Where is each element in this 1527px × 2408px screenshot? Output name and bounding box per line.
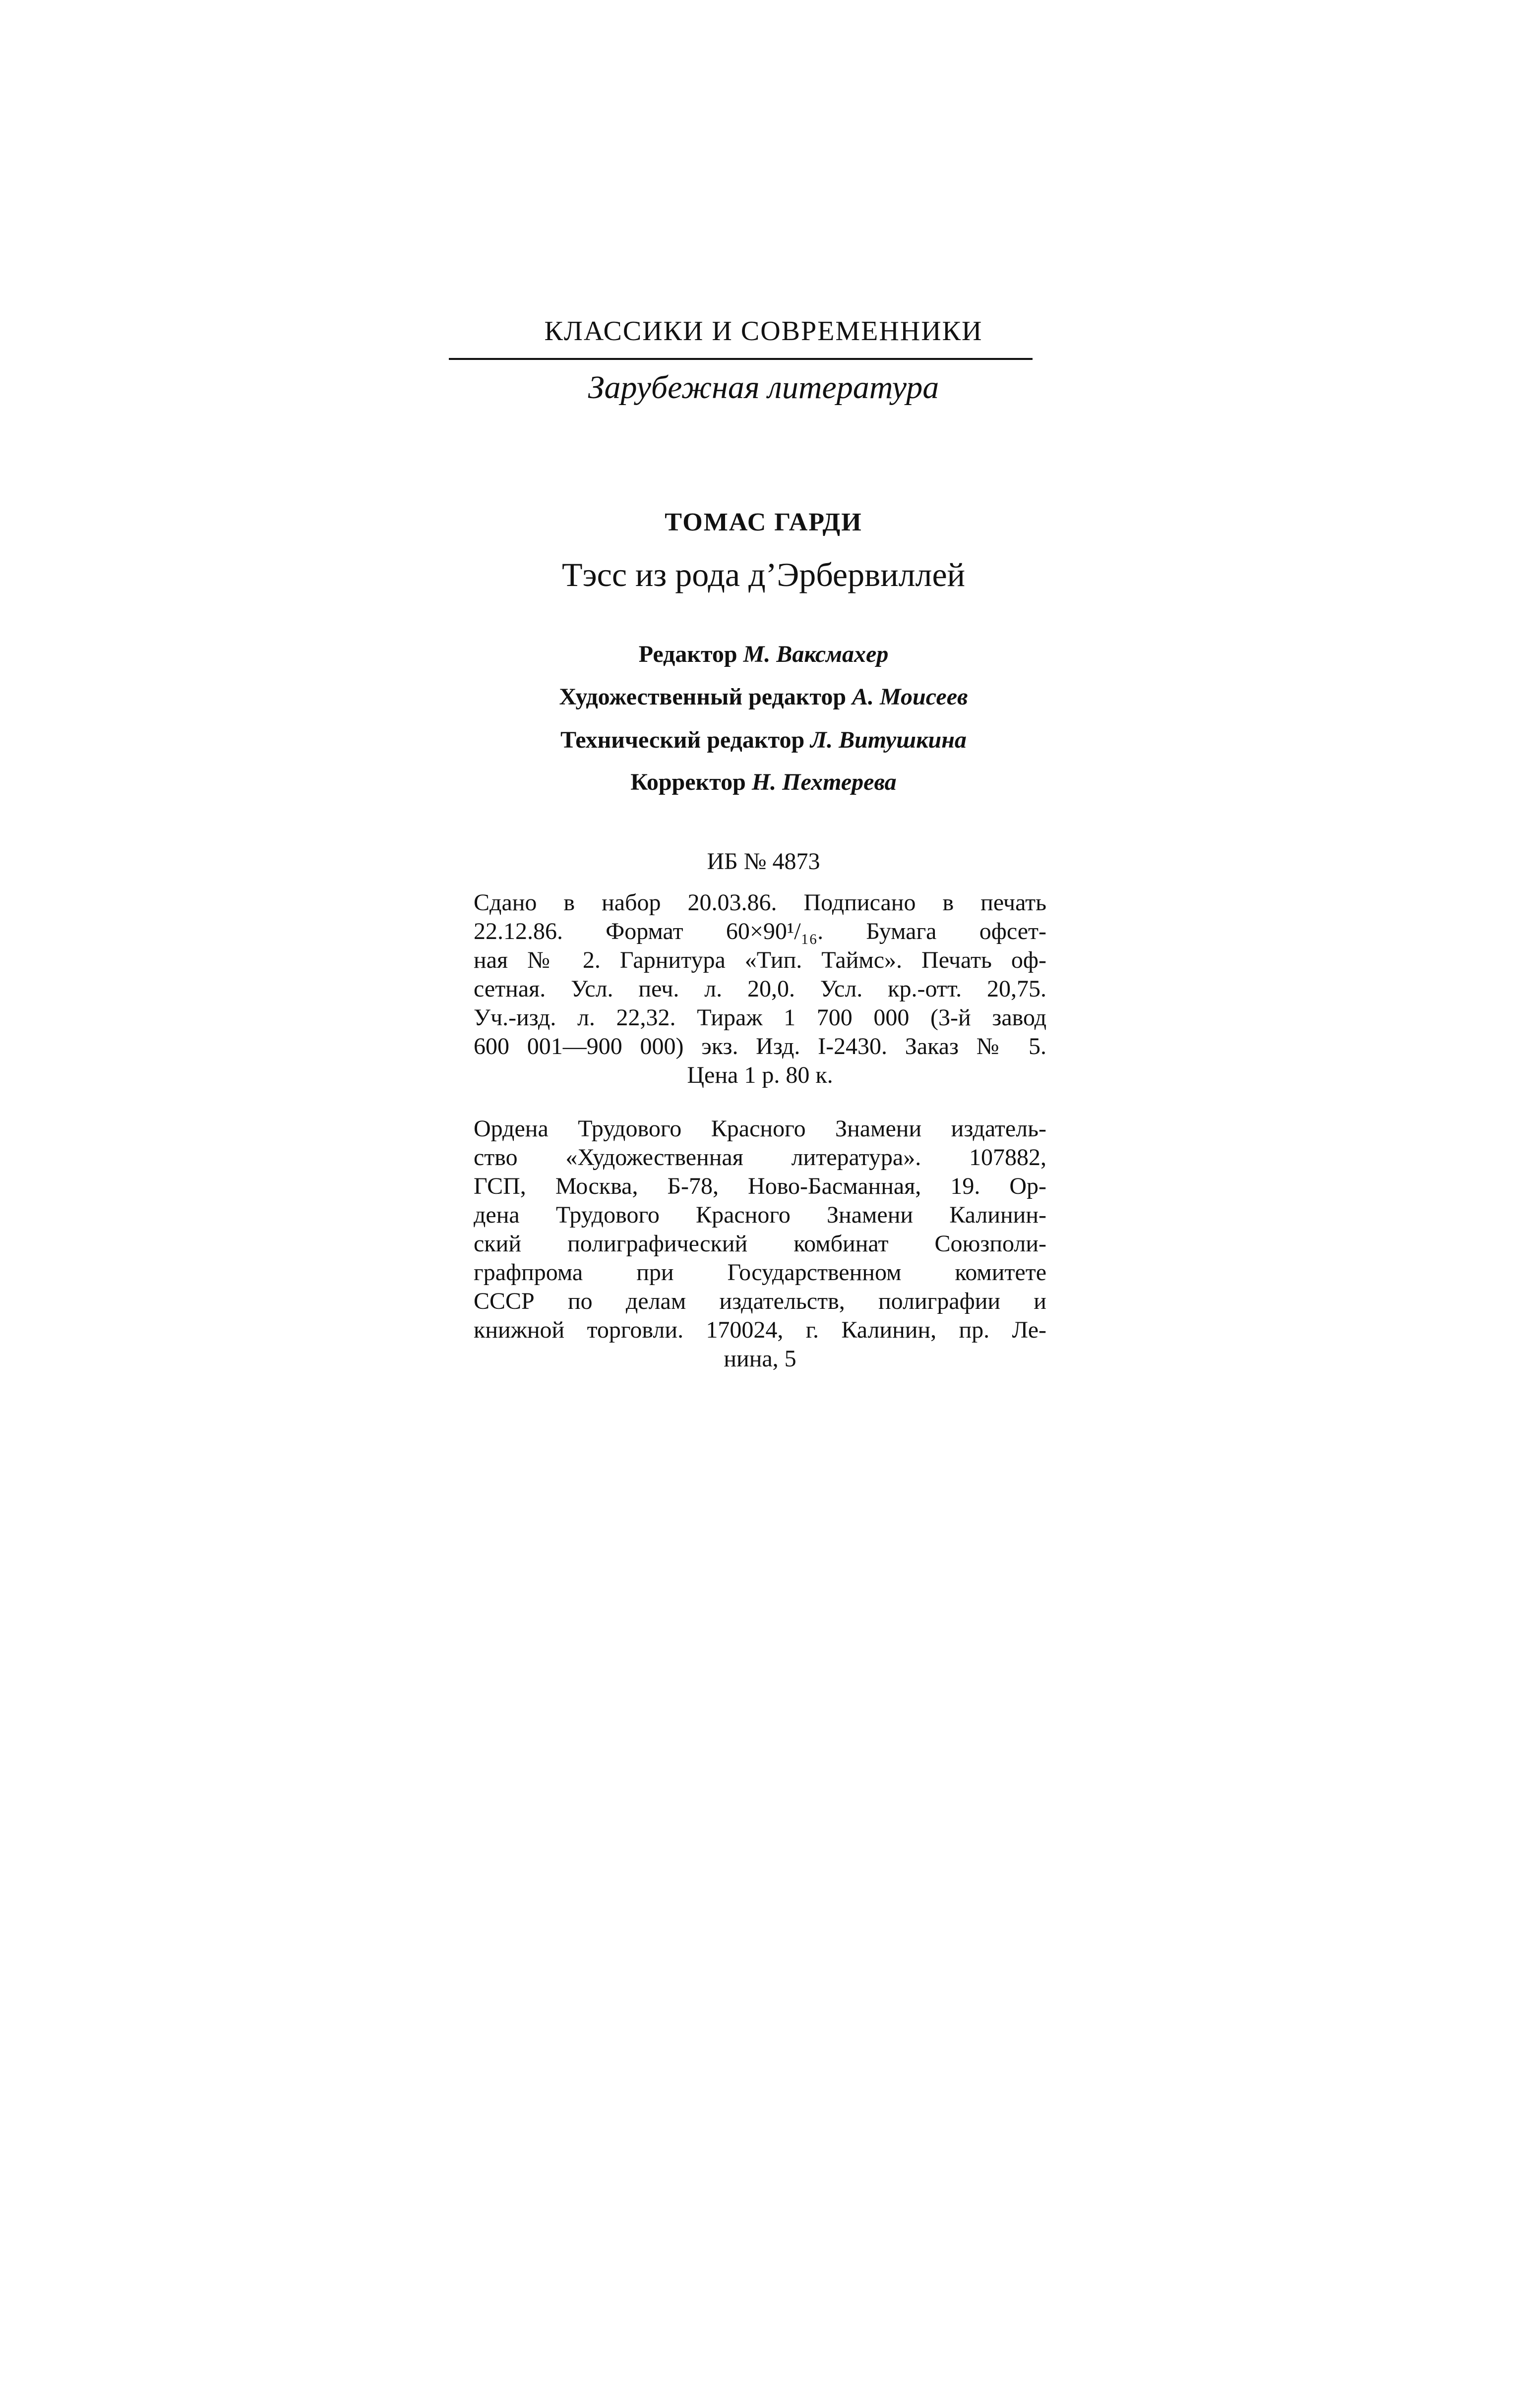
publisher-info-line: графпрома при Государственном комитете — [474, 1259, 1046, 1286]
book-author: ТОМАС ГАРДИ — [665, 508, 862, 536]
credit-role: Технический редактор — [560, 727, 805, 753]
publisher-info-line: ский полиграфический комбинат Союзполи- — [474, 1231, 1046, 1257]
publisher-info-block — [474, 1115, 1046, 1373]
credit-name: Л. Витушкина — [810, 727, 967, 753]
print-info-line: Сдано в набор 20.03.86. Подписано в печать — [474, 889, 1046, 916]
ib-number: ИБ № 4873 — [707, 848, 820, 875]
print-info-line: 600 001—900 000) экз. Изд. I-2430. Заказ № 5. — [474, 1033, 1046, 1059]
print-info-line: 22.12.86. Формат 60×90¹/₁₆. Бумага офсет- — [474, 918, 1046, 944]
publisher-info-line: нина, 5 — [724, 1346, 796, 1372]
print-info-line: Уч.-изд. л. 22,32. Тираж 1 700 000 (3-й завод — [474, 1004, 1046, 1031]
publisher-info-line: ГСП, Москва, Б-78, Ново-Басманная, 19. Ор- — [474, 1173, 1046, 1199]
price-line: Цена 1 р. 80 к. — [687, 1062, 833, 1088]
credit-name: А. Моисеев — [852, 684, 968, 710]
publisher-info-line: СССР по делам издательств, полиграфии и — [474, 1288, 1046, 1314]
credit-role: Художественный редактор — [559, 684, 847, 710]
credit-role: Редактор — [638, 641, 737, 667]
credit-name: М. Ваксмахер — [743, 641, 889, 667]
print-info-block — [474, 888, 1046, 1090]
credit-art-editor — [0, 683, 1527, 710]
publisher-info-line: ство «Художественная литература». 107882, — [474, 1144, 1046, 1171]
series-divider — [449, 358, 1033, 360]
credit-name: Н. Пехтерева — [751, 769, 897, 795]
credit-proofreader — [0, 768, 1527, 796]
publisher-info-line: дена Трудового Красного Знамени Калинин- — [474, 1202, 1046, 1228]
credit-technical-editor — [0, 726, 1527, 754]
print-info-line: сетная. Усл. печ. л. 20,0. Усл. кр.-отт. 20,75. — [474, 976, 1046, 1002]
publisher-info-line: Ордена Трудового Красного Знамени издатель- — [474, 1116, 1046, 1142]
publisher-info-line: книжной торговли. 170024, г. Калинин, пр. Ле- — [474, 1317, 1046, 1343]
print-info-line: ная № 2. Гарнитура «Тип. Таймс». Печать оф- — [474, 947, 1046, 973]
book-title: Тэсс из рода д’Эрбервиллей — [561, 556, 966, 593]
credit-editor — [0, 641, 1527, 668]
credit-role: Корректор — [630, 769, 746, 795]
series-title: КЛАССИКИ И СОВРЕМЕННИКИ — [544, 316, 983, 347]
series-subtitle: Зарубежная литература — [588, 369, 939, 406]
